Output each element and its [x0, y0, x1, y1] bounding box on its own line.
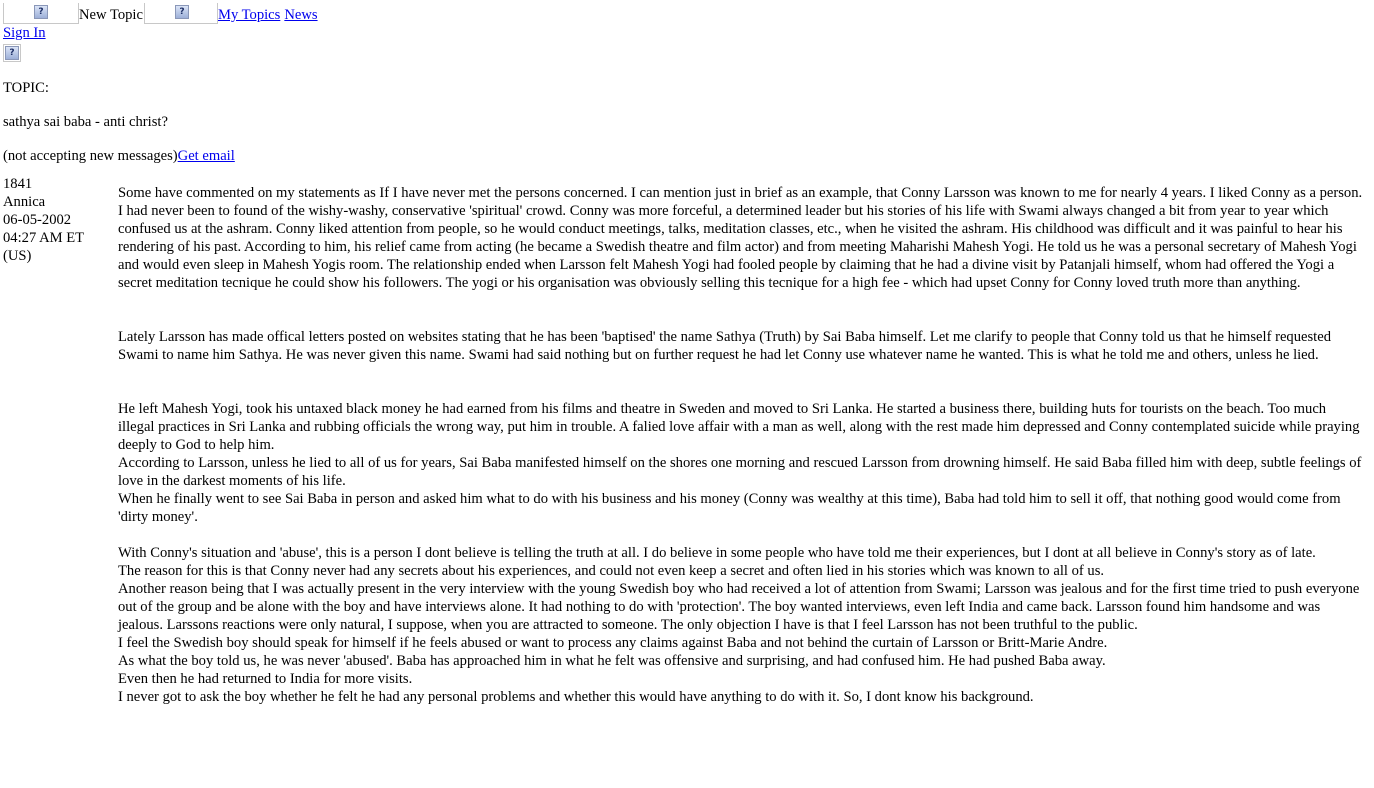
post-paragraph: With Conny's situation and 'abuse', this is a person I dont believe is telling the truth at all. I do believe in some people who have told me their experiences, but I dont at all believe in Conny's story as of late.	[118, 545, 1316, 561]
broken-image-icon: ?	[5, 46, 19, 60]
post-paragraph: I never got to ask the boy whether he felt he had any personal problems and whether this would have anything to do with it. So, I dont know his background.	[118, 689, 1034, 705]
post-paragraph: The reason for this is that Conny never had any secrets about his experiences, and could not even keep a secret and often lied in his stories which was known to all of us.	[118, 563, 1105, 579]
paragraph-spacer	[118, 526, 1364, 544]
sign-in-link[interactable]: Sign In	[3, 25, 46, 41]
topic-title: sathya sai baba - anti christ?	[3, 114, 168, 130]
post-paragraph: When he finally went to see Sai Baba in person and asked him what to do with his business and his money (Conny was wealthy at this time), Baba had told him to sell it off, that nothing good would come from 'dirty money'.	[118, 491, 1341, 525]
broken-image-placeholder[interactable]	[3, 44, 21, 62]
post-paragraph: Some have commented on my statements as If I have never met the persons concerned. I can mention just in brief as an example, that Conny Larsson was known to me for nearly 4 years. I liked Conny as a person. I had never been to found of the wishy-washy, conservative 'spiritual' crowd. Conny was more forceful, a determined leader but his stories of his life with Swami always changed a bit from year to year which confused us at the ashram. Conny liked attention from people, so he would conduct meetings, talks, meditation classes, etc., when he visited the ashram. His childhood was difficult and it was painful to hear his rendering of his past. According to him, his relief came from acting (he became a Swedish theatre and film actor) and from meeting Maharishi Mahesh Yogi. He told us he was a personal secretary of Mahesh Yogi and would even sleep in Mahesh Yogis room. The relationship ended when Larsson felt Mahesh Yogi had fooled people by claiming that he had a divine visit by Patanjali himself, whom had offered the Yogi a secret meditation tecnique he could show his followers. The yogi or his organisation was obviously selling this tecnique for a high fee - which had upset Conny for Conny loved truth more than anything.	[118, 185, 1363, 291]
news-link[interactable]: News	[284, 7, 318, 23]
paragraph-spacer	[118, 292, 1364, 328]
new-topic-label: New Topic	[79, 7, 143, 23]
post-paragraph: Lately Larsson has made offical letters posted on websites stating that he has been 'baptised' the name Sathya (Truth) by Sai Baba himself. Let me clarify to people that Conny told us that he himself requested Swami to name him Sathya. He was never given this name. Swami had said nothing but on further request he had let Conny use whatever name he wanted. This is what he told me and others, unless he lied.	[118, 329, 1331, 363]
post-paragraph: Another reason being that I was actually present in the very interview with the young Swedish boy who had received a lot of attention from Swami; Larsson was jealous and for the first time tried to push everyone out of the group and be alone with the boy and have interviews alone. It had nothing to do with 'protection'. The boy wanted interviews, even left India and came back. Larsson found him handsome and was jealous. Larssons reactions were only natural, I suppose, when you are attracted to someone. The only objection I have is that I feel Larsson has not been truthful to the public.	[118, 581, 1360, 633]
broken-image-placeholder[interactable]	[144, 3, 218, 24]
post-paragraph: According to Larsson, unless he lied to all of us for years, Sai Baba manifested himself on the shores one morning and rescued Larsson from drowning himself. He said Baba filled him with deep, subtle feelings of love in the darkest moments of his life.	[118, 455, 1362, 489]
post-paragraph: I feel the Swedish boy should speak for himself if he feels abused or want to process any claims against Baba and not behind the curtain of Larsson or Britt-Marie Andre.	[118, 635, 1108, 651]
post-time: 04:27 AM ET	[3, 230, 85, 246]
post-author: Annica	[3, 194, 46, 210]
post-paragraph: He left Mahesh Yogi, took his untaxed black money he had earned from his films and theatre in Sweden and moved to Sri Lanka. He started a business there, building huts for tourists on the beach. Too much illegal practices in Sri Lanka and rubbing officials the wrong way, put him in trouble. A falied love affair with a man as well, along with the rest made him depressed and Conny contemplated suicide while praying deeply to God to help him.	[118, 401, 1360, 453]
broken-image-icon: ?	[175, 5, 189, 19]
topic-status	[3, 147, 235, 165]
post-date: 06-05-2002	[3, 212, 72, 228]
post-region: (US)	[3, 248, 32, 264]
broken-image-placeholder[interactable]	[3, 3, 79, 24]
post-paragraph: As what the boy told us, he was never 'abused'. Baba has approached him in what he felt was offensive and surprising, and had confused him. He had pushed Baba away.	[118, 653, 1106, 669]
get-email-link[interactable]: Get email	[177, 148, 235, 164]
post-id: 1841	[3, 176, 33, 192]
topic-label: TOPIC:	[3, 80, 49, 96]
my-topics-link[interactable]: My Topics	[217, 7, 281, 23]
post-body	[118, 184, 1364, 706]
post-paragraph: Even then he had returned to India for more visits.	[118, 671, 413, 687]
topic-status-text: (not accepting new messages)	[3, 148, 178, 164]
broken-image-icon: ?	[34, 5, 48, 19]
post-meta	[3, 175, 111, 265]
top-navigation	[3, 0, 318, 24]
paragraph-spacer	[118, 364, 1364, 400]
